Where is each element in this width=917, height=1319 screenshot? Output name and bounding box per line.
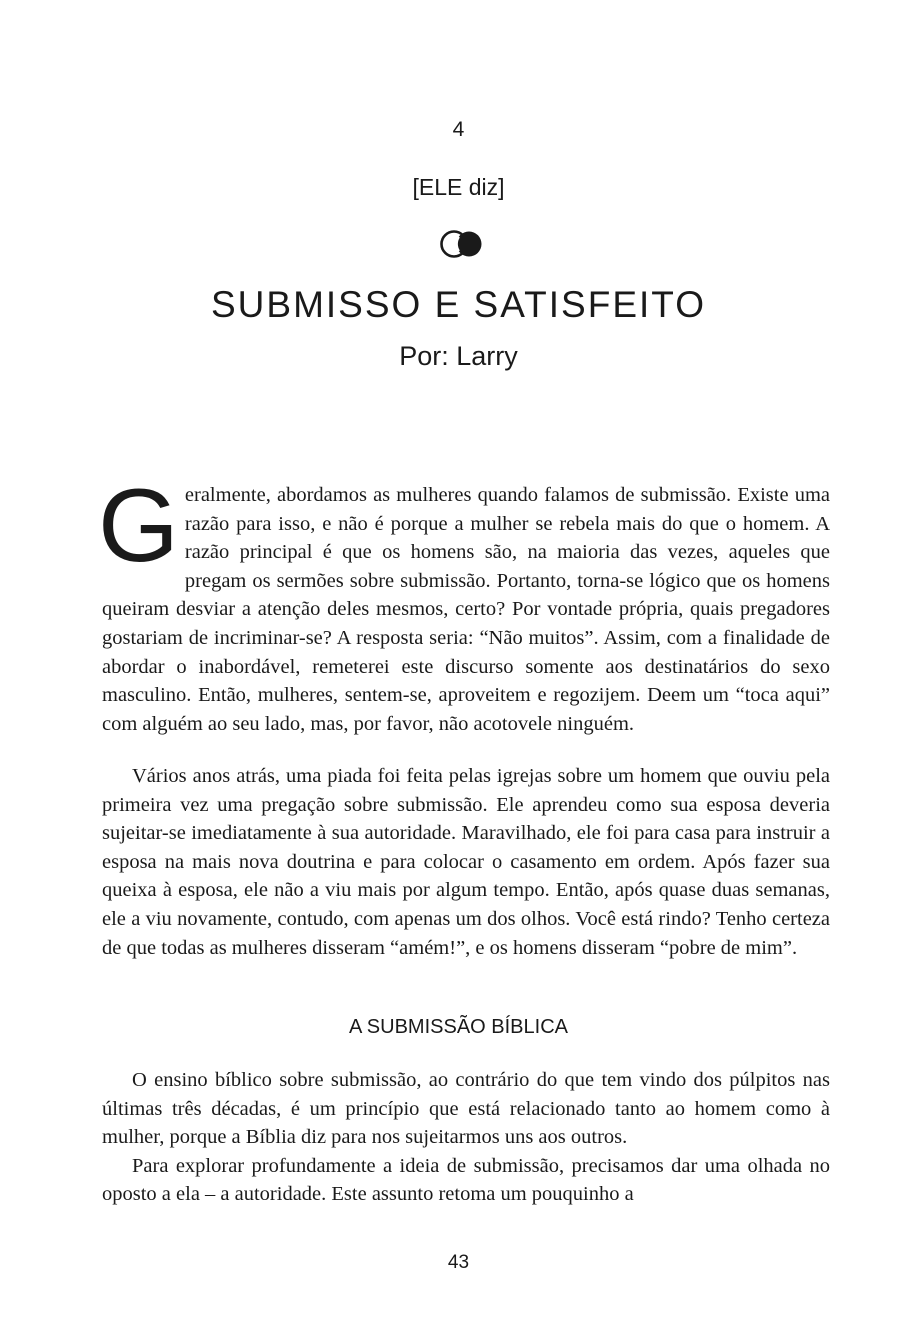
drop-cap: G [98, 468, 179, 584]
anecdote-paragraph-block [102, 762, 830, 962]
biblical-paragraph-block [102, 1066, 830, 1209]
author-byline: Por: Larry [399, 341, 518, 371]
page-number: 43 [447, 1252, 470, 1273]
ornament-ring-solid [457, 232, 482, 257]
section-heading: A SUBMISSÃO BÍBLICA [349, 1016, 568, 1038]
paragraph-intro-text: eralmente, abordamos as mulheres quando falamos de submissão. Existe uma razão para isso, e não é porque a mulher se rebela mais do que o homem. A razão principal é que os homens são, na maioria das vezes, aqueles que pregam os sermões sobre submissão. Portanto, torna-se lógico que os homens queiram desviar a atenção deles mesmos, certo? Por vontade própria, quais pregadores gostariam de incriminar-se? A resposta seria: “Não muitos”. Assim, com a finalidade de abordar o inabordável, remeterei este discurso somente aos destinatários do sexo masculino. Então, mulheres, sentem-se, aproveitem e regozijem. Deem um “toca aqui” com alguém ao seu lado, mas, por favor, não acotovele ninguém. [102, 484, 830, 735]
paragraph-intro [98, 468, 830, 738]
paragraph-biblical-submission: O ensino bíblico sobre submissão, ao contrário do que tem vindo dos púlpitos nas últimas três décadas, é um princípio que está relacionado tanto ao homem como à mulher, porque a Bíblia diz para nos sujeitarmos uns aos outros. [102, 1069, 830, 1149]
paragraph-authority: Para explorar profundamente a ideia de submissão, precisamos dar uma olhada no oposto a ela – a autoridade. Este assunto retoma um pouquinho a [102, 1154, 830, 1206]
paragraph-anecdote: Vários anos atrás, uma piada foi feita pelas igrejas sobre um homem que ouviu pela primeira vez uma pregação sobre submissão. Ele aprendeu como sua esposa deveria sujeitar-se imediatamente à sua autoridade. Maravilhado, ele foi para casa para instruir a esposa na mais nova doutrina e para colocar o casamento em ordem. Após fazer sua queixa à esposa, ele não a viu mais por algum tempo. Então, após quase duas semanas, ele a viu novamente, contudo, com apenas um dos olhos. Você está rindo? Tenho certeza de que todas as mulheres disseram “amém!”, e os homens disseram “pobre de mim”. [102, 765, 830, 959]
chapter-title: SUBMISSO E SATISFEITO [211, 284, 706, 325]
chapter-number: 4 [452, 118, 465, 141]
interlocking-rings-icon [437, 228, 487, 260]
intro-paragraph-block [98, 468, 830, 738]
chapter-label: [ELE diz] [412, 174, 505, 200]
